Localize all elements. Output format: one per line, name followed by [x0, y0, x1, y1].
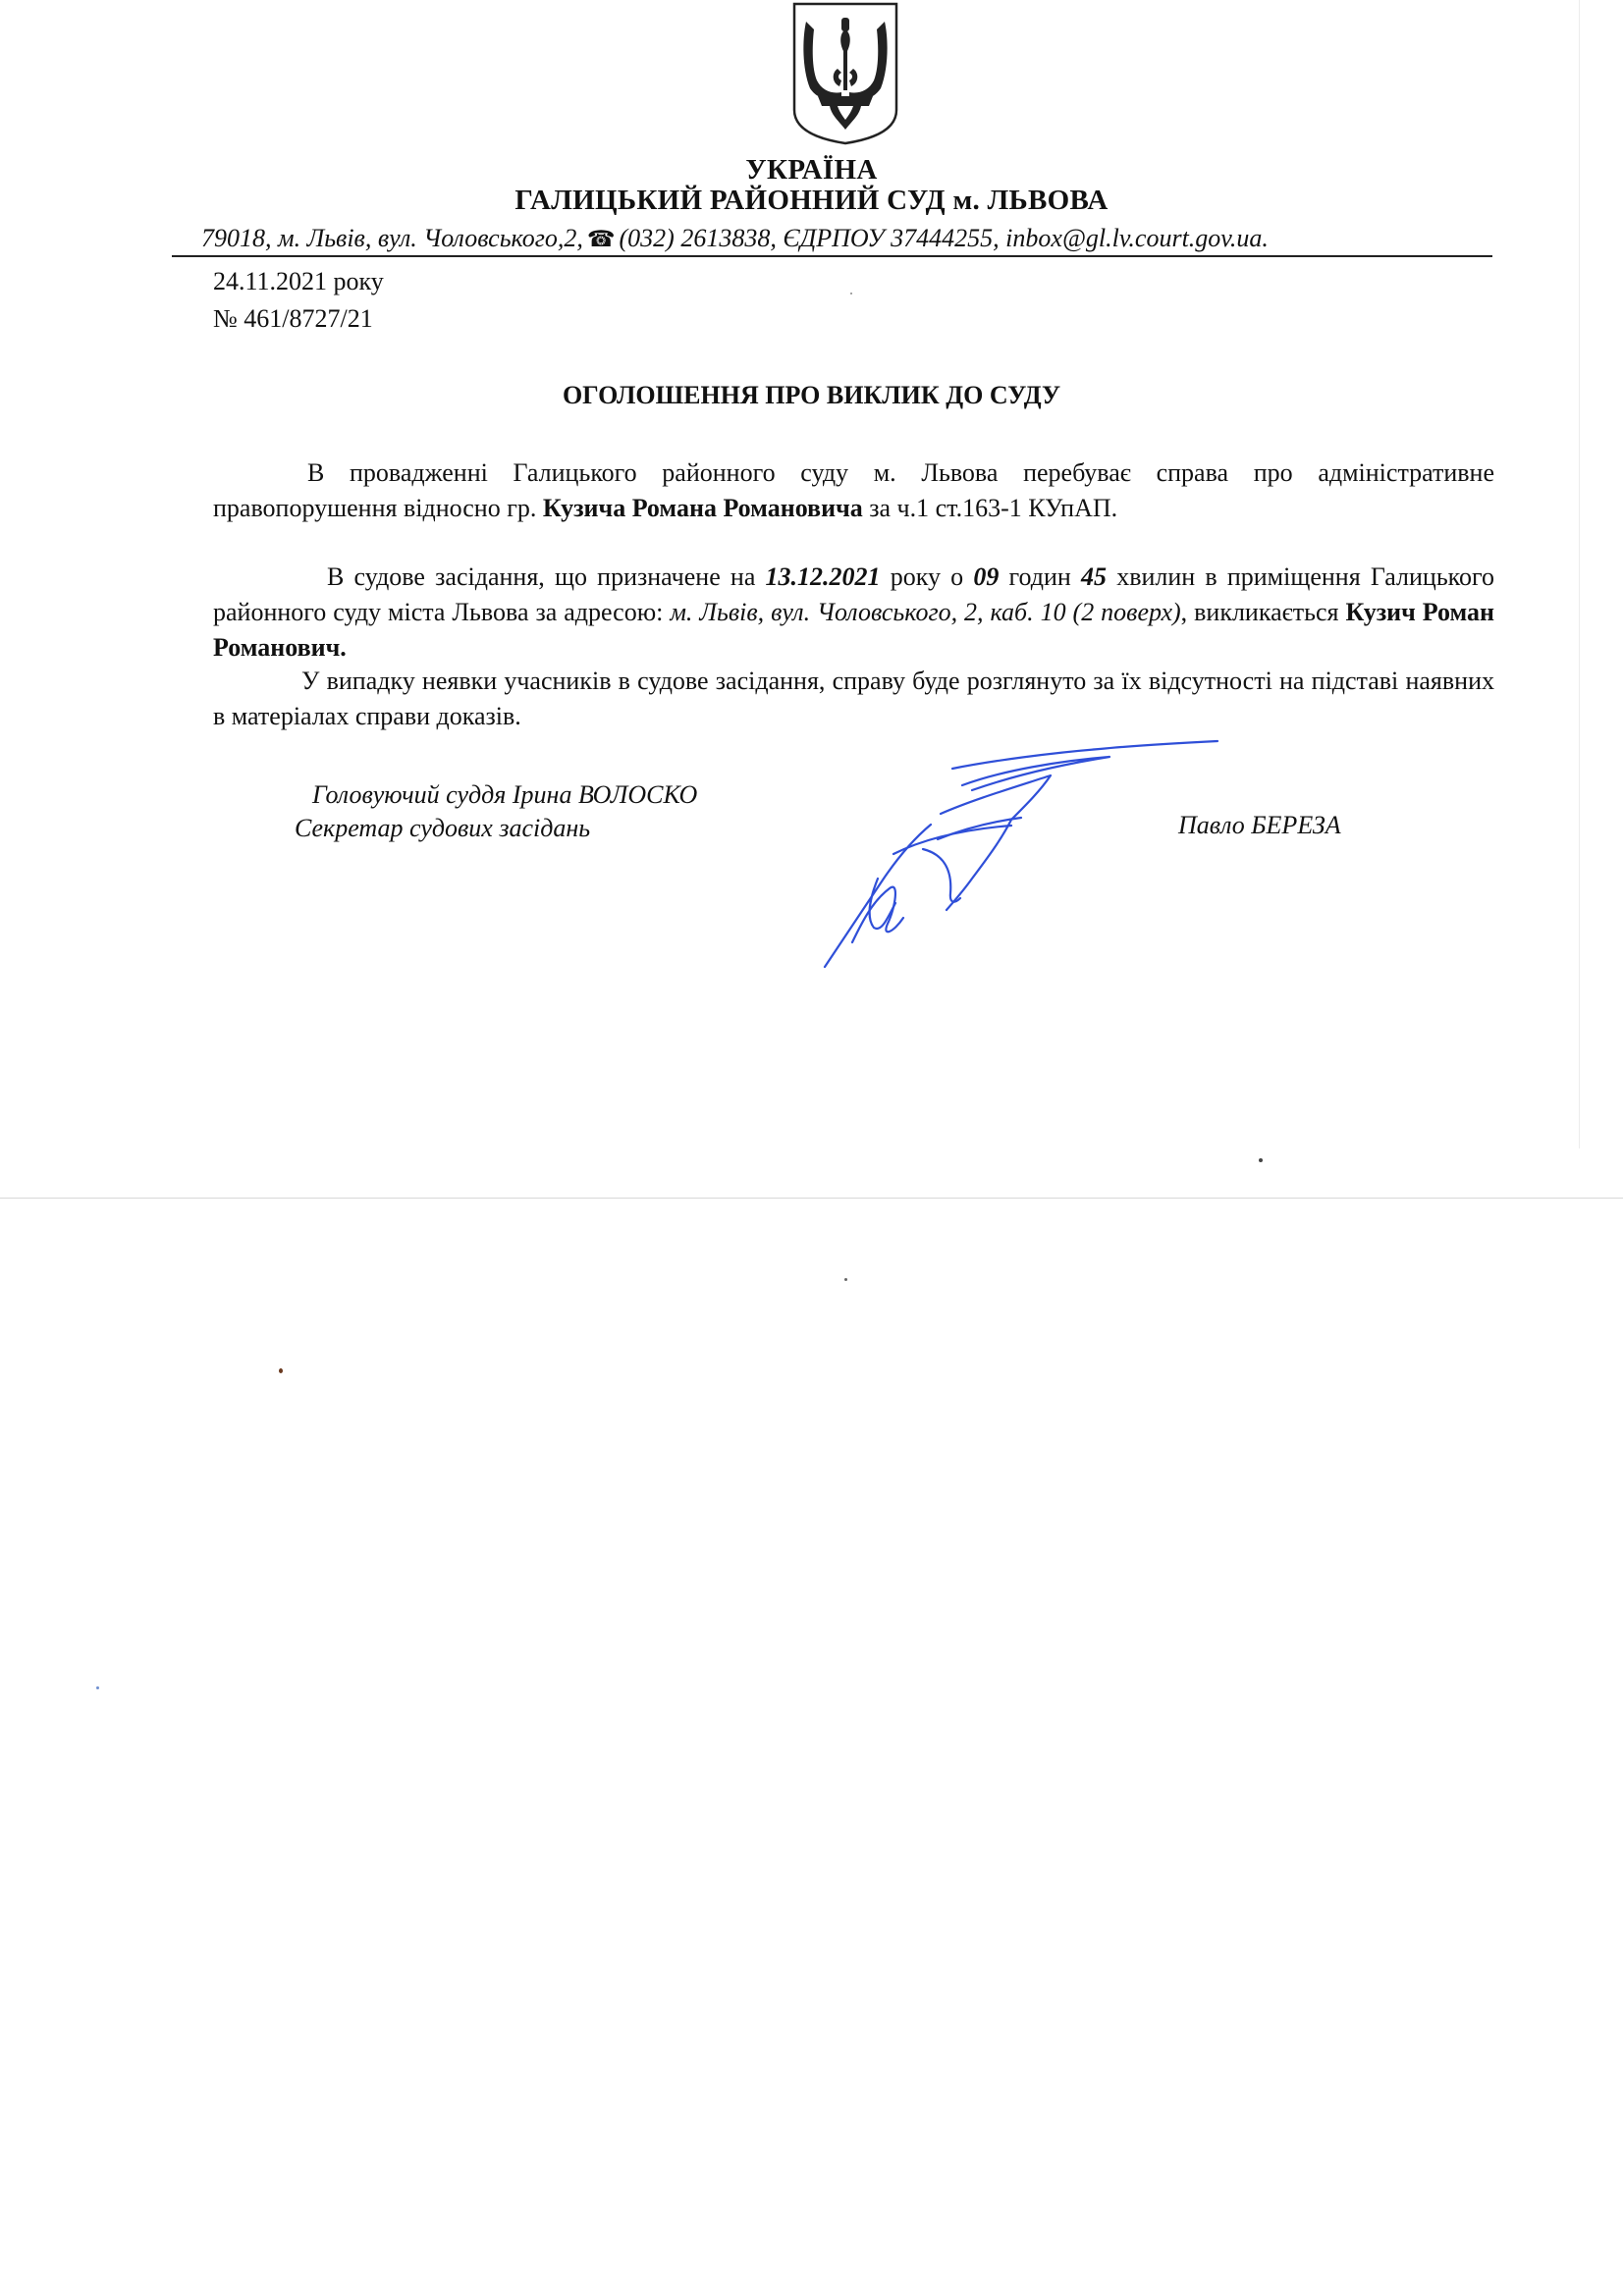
defendant-name: Кузич Роман Романович. [213, 598, 1494, 662]
scan-speck [1259, 1158, 1263, 1162]
paragraph-hearing-details [213, 560, 1494, 666]
scan-page-side-edge [1579, 0, 1580, 1148]
court-address-line [201, 224, 1488, 253]
p1-text-b: за ч.1 ст.163-1 КУпАП. [862, 494, 1118, 522]
court-name-heading: ГАЛИЦЬКИЙ РАЙОННИЙ СУД м. ЛЬВОВА [514, 185, 1109, 216]
country-heading: УКРАЇНА [745, 154, 878, 186]
p2-text-e: , викликається [1180, 598, 1346, 626]
scan-speck [96, 1686, 99, 1689]
handwritten-signature [805, 731, 1237, 977]
scan-speck [279, 1368, 283, 1373]
p2-text-a: В судове засідання, що призначене на [327, 562, 766, 591]
p1-text-a: В провадженні Галицького районного суду м. Львова перебуває справа про адміністративне правопорушення відносно гр. [213, 458, 1494, 522]
coat-of-arms-icon [788, 0, 902, 145]
paragraph-absence-notice [213, 664, 1494, 734]
case-number: № 461/8727/21 [213, 304, 373, 333]
header-divider [172, 255, 1492, 257]
judge-signature-line: Головуючий суддя Ірина ВОЛОСКО [312, 780, 698, 809]
secretary-name: Павло БЕРЕЗА [1178, 811, 1341, 839]
scan-speck [844, 1278, 847, 1281]
hearing-date: 13.12.2021 [765, 562, 881, 591]
p2-text-b: року о [880, 562, 974, 591]
document-title: ОГОЛОШЕННЯ ПРО ВИКЛИК ДО СУДУ [562, 381, 1061, 409]
defendant-name-genitive: Кузича Романа Романовича [542, 494, 863, 522]
p2-text-c: годин [999, 562, 1082, 591]
p3-text: У випадку неявки учасників в судове засідання, справу буде розглянуто за їх відсутності на підставі наявних в матеріалах справи доказів. [213, 667, 1494, 730]
hearing-hour: 09 [973, 562, 1000, 591]
document-date: 24.11.2021 року [213, 267, 384, 295]
secretary-title: Секретар судових засідань [295, 814, 591, 842]
phone-and-contacts-text: (032) 2613838, ЄДРПОУ 37444255, inbox@gl.lv.court.gov.ua. [619, 224, 1269, 252]
paragraph-case-description [213, 455, 1494, 526]
scan-page-edge [0, 1198, 1623, 1199]
p2-text-d: хвилин в приміщення Галицького районного суду міста Львова за адресою: [213, 562, 1495, 626]
hearing-address: м. Львів, вул. Чоловського, 2, каб. 10 (2 поверх) [670, 598, 1181, 626]
hearing-minutes: 45 [1081, 562, 1108, 591]
scan-speck [850, 293, 852, 294]
address-text: 79018, м. Львів, вул. Чоловського,2, [201, 224, 583, 252]
telephone-icon: ☎ [586, 227, 616, 251]
